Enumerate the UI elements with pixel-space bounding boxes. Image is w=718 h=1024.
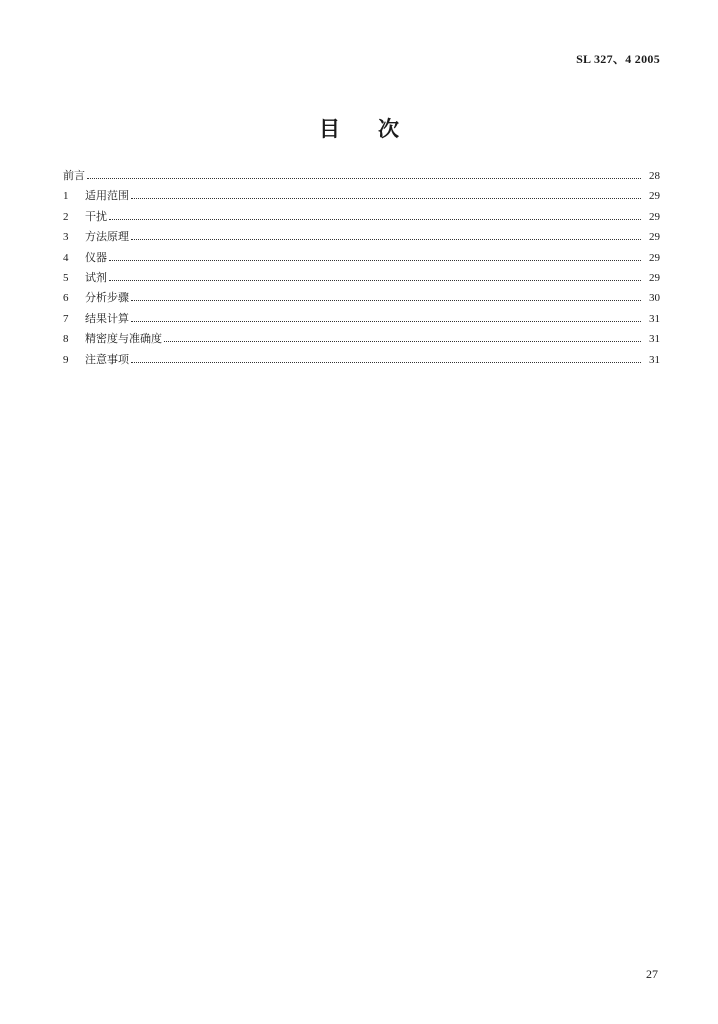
toc-entry-page: 28 [649, 170, 660, 182]
toc-entry-title: 注意事项 [85, 352, 129, 366]
toc-entry-title: 分析步骤 [85, 291, 129, 305]
toc-leader-dots [109, 280, 641, 281]
toc-leader-dots [131, 239, 641, 240]
toc-heading [0, 113, 718, 143]
toc-leader-dots [131, 300, 641, 301]
toc-entry-number: 3 [63, 231, 69, 244]
toc-entry-number: 7 [63, 312, 69, 325]
toc-heading-char-2: 次 [378, 117, 399, 141]
page-number: 27 [646, 967, 658, 981]
toc-entry-8[interactable] [63, 329, 660, 349]
toc-entry-title: 结果计算 [85, 311, 129, 325]
toc-entry-4[interactable] [63, 248, 660, 268]
toc-entry-3[interactable] [63, 227, 660, 247]
toc-entry-number: 5 [63, 271, 69, 284]
standard-code: SL 327、4 2005 [576, 52, 660, 66]
toc-entry-page: 31 [649, 333, 660, 346]
toc-entry-title: 适用范围 [85, 189, 129, 203]
toc-entry-9[interactable] [63, 350, 660, 370]
toc-entry-title: 干扰 [85, 209, 107, 223]
toc-entry-7[interactable] [63, 309, 660, 329]
toc-entry-page: 29 [649, 271, 660, 284]
toc-entry-page: 31 [649, 353, 660, 366]
toc-leader-dots [109, 260, 641, 261]
toc-entry-number: 8 [63, 333, 69, 346]
toc-entry-page: 29 [649, 231, 660, 244]
toc-entry-number: 2 [63, 210, 69, 223]
table-of-contents [63, 166, 660, 370]
toc-entry-preface[interactable] [63, 166, 660, 186]
toc-entry-page: 29 [649, 251, 660, 264]
toc-entry-title: 试剂 [85, 270, 107, 284]
toc-entry-6[interactable] [63, 288, 660, 308]
toc-entry-title: 仪器 [85, 250, 107, 264]
toc-leader-dots [131, 362, 641, 363]
toc-leader-dots [131, 321, 641, 322]
toc-entry-page: 29 [649, 210, 660, 223]
toc-leader-dots [109, 219, 641, 220]
toc-entry-1[interactable] [63, 186, 660, 206]
toc-entry-number: 9 [63, 353, 69, 366]
toc-entry-page: 31 [649, 312, 660, 325]
toc-entry-5[interactable] [63, 268, 660, 288]
toc-entry-number: 6 [63, 292, 69, 305]
toc-entry-2[interactable] [63, 207, 660, 227]
toc-leader-dots [87, 178, 641, 179]
toc-entry-page: 29 [649, 190, 660, 203]
toc-entry-title: 精密度与准确度 [85, 332, 162, 346]
toc-entry-page: 30 [649, 292, 660, 305]
toc-entry-title: 前言 [63, 169, 85, 182]
toc-leader-dots [164, 341, 641, 342]
toc-entry-title: 方法原理 [85, 230, 129, 244]
toc-heading-char-1: 目 [319, 117, 340, 141]
toc-leader-dots [131, 198, 641, 199]
toc-entry-number: 1 [63, 190, 69, 203]
toc-entry-number: 4 [63, 251, 69, 264]
